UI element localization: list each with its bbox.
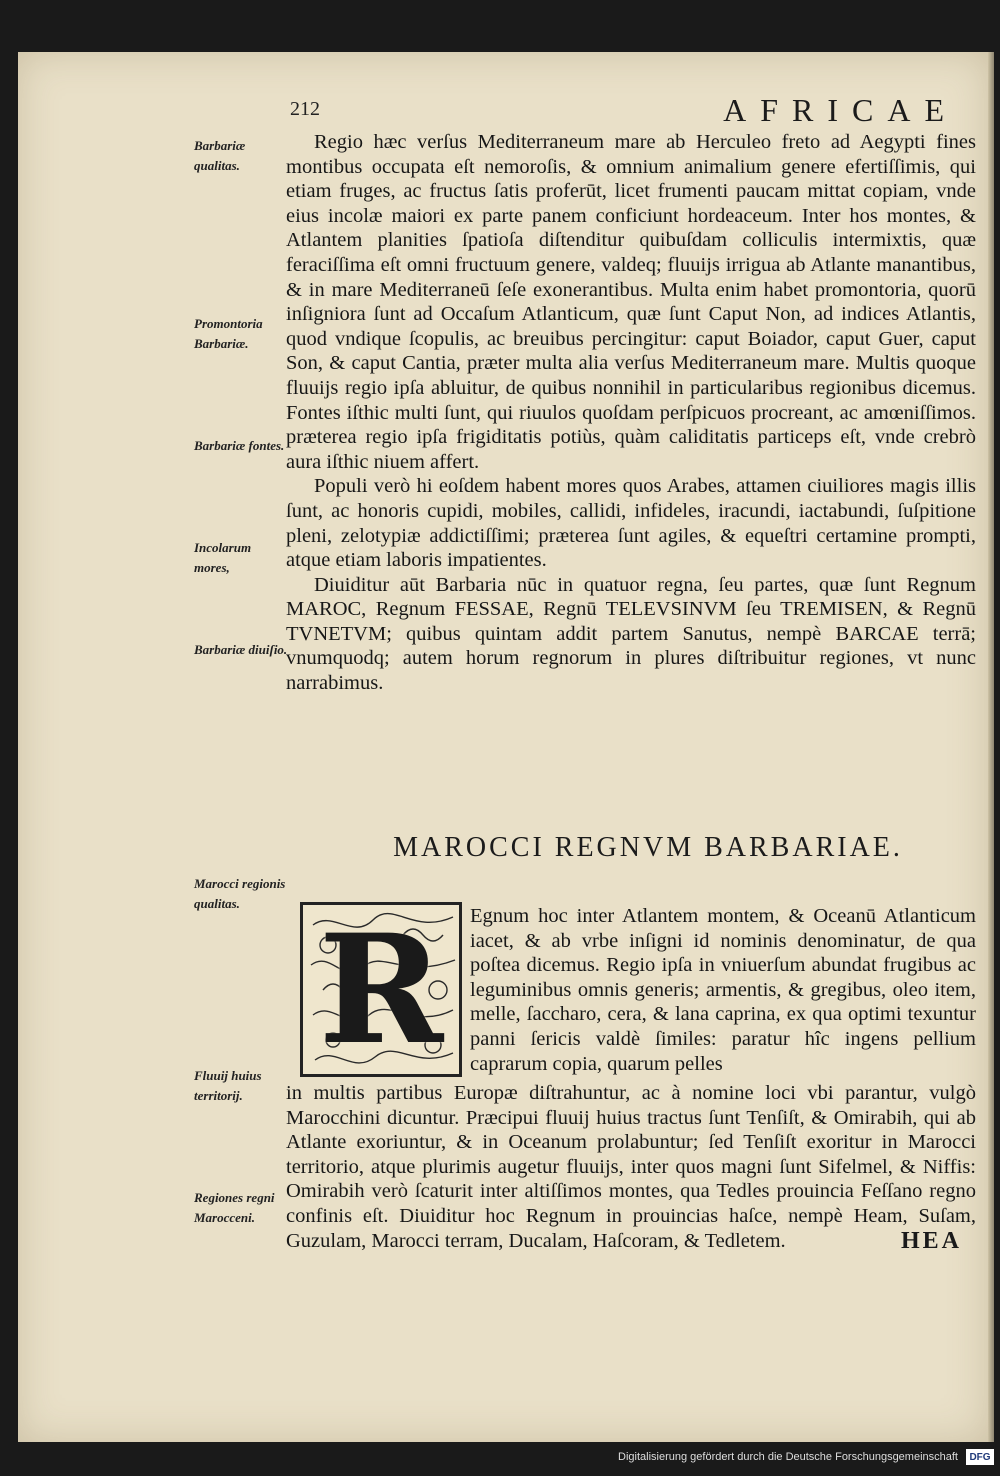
marginal-note: Barbariæ diuiſio. — [194, 642, 288, 657]
section-text-continued — [286, 1081, 976, 1253]
book-page — [18, 52, 988, 1442]
footer-text: Digitalisierung gefördert durch die Deutsche Forschungsgemeinschaft — [618, 1451, 958, 1463]
running-head: AFRICAE — [723, 92, 958, 128]
section-text — [470, 904, 976, 1076]
body-text — [286, 130, 976, 696]
page-header — [278, 92, 958, 132]
dfg-logo: DFG — [966, 1449, 994, 1465]
footer — [618, 1446, 994, 1468]
marginal-note: Incolarum mores, — [194, 540, 252, 575]
section-title: MAROCCI REGNVM BARBARIAE. — [393, 832, 903, 863]
marginal-note: Barbariæ qualitas. — [194, 138, 246, 173]
page-edge — [988, 52, 994, 1442]
catchword: HEA — [900, 1228, 962, 1254]
marginal-note: Barbariæ fontes. — [194, 438, 285, 453]
marginal-note: Marocci regionis qualitas. — [194, 876, 286, 911]
decorated-initial — [300, 902, 462, 1077]
drop-cap-letter: R — [318, 902, 444, 1077]
page-number: 212 — [290, 98, 320, 120]
paragraph: Egnum hoc inter Atlantem montem, & Oceanū Atlanticum iacet, & ab vrbe inſigni id nominis denominatur, de qua poſtea dicemus. Regio ipſa in vniuerſum abundat frugibus ac leguminibus omnis generis; armentis, & gregibus, oleo item, melle, ſaccharo, cera, & lana caprina, ex qua optimi texuntur panni ſericis valdè ſimiles: paratur hîc ingens pellium caprarum copia, quarum pelles — [470, 905, 976, 1075]
paragraph: Diuiditur aūt Barbaria nūc in quatuor regna, ſeu partes, quæ ſunt Regnum MAROC, Regnum FESSAE, Regnū TELEVSINVM ſeu TREMISEN, & Regnū TVNETVM; quibus quintam addit partem Sanutus, nempè BARCAE terrā; vnumquodq; autem horum regnorum in plures diſtribuitur regiones, vt nunc narrabimus. — [286, 573, 976, 695]
paragraph: in multis partibus Europæ diſtrahuntur, ac à nomine loci vbi parantur, vulgò Marocchini dicuntur. Præcipui fluuij huius tractus ſunt Tenſiſt, & Omirabih, qui ab Atlante exoriuntur, & in Oceanum prolabuntur; ſed Tenſiſt exoritur in Marocci territorio, atque plurimis augetur fluuijs, inter quos magni ſunt Sifelmel, & Niffis: Omirabih verò ſcaturit inter altiſſimos montes, qua Tedles prouincia Feſſano regno confinis eſt. Diuiditur hoc Regnum in prouincias haſce, nempè Heam, Suſam, Guzulam, Marocci terram, Ducalam, Haſcoram, & Tedletem. — [286, 1082, 976, 1252]
marginal-note: Regiones regni Marocceni. — [194, 1190, 275, 1225]
paragraph: Populi verò hi eoſdem habent mores quos Arabes, attamen ciuiliores magis illis ſunt, ac honoris cupidi, mobiles, callidi, infideles, iracundi, iactabundi, ſuſpitione pleni, zelotypiæ addictiſſimi; præterea ſunt agiles, & equeſtri certamine prompti, atque etiam laboris impatientes. — [286, 475, 976, 572]
marginal-note: Fluuij huius territorij. — [194, 1068, 262, 1103]
paragraph: Regio hæc verſus Mediterraneum mare ab Herculeo freto ad Aegypti fines montibus occupata eſt nemoroſis, & omnium animalium genere efertiſſimis, qui etiam fruges, ac fructus ſatis proferūt, licet frumenti paucam mittat copiam, vnde eius incolæ maiori ex parte panem conficiunt hordeaceum. Inter hos montes, & Atlantem planities ſpatioſa diſtenditur quibuſdam colliculis intermixtis, quæ feraciſſima eſt omni fructuum genere, valdeq; fluuijs irrigua ab Atlante manantibus, & in mare Mediterraneū ſeſe exonerantibus. Multa enim habet promontoria, quorū inſigniora ſunt ad Occaſum Atlanticum, quæ ſunt Caput Non, ad indices Atlantis, quod vndique ſcopulis, ac breuibus percingitur: caput Boiador, caput Guer, caput Son, & caput Cantia, præter multa alia verſus Mediterraneum mare. Multis quoque fluuijs regio ipſa abluitur, de quibus nonnihil in particularibus regionibus dicemus. Fontes iſthic multi ſunt, qui riuulos quoſdam perſpicuos procreant, ac amœniſſimos. præterea regio ipſa frigiditatis potiùs, quàm caliditatis particeps eſt, vnde crebrò aura iſthic niuem affert. — [286, 131, 976, 473]
marginal-note: Promontoria Barbariæ. — [194, 316, 263, 351]
